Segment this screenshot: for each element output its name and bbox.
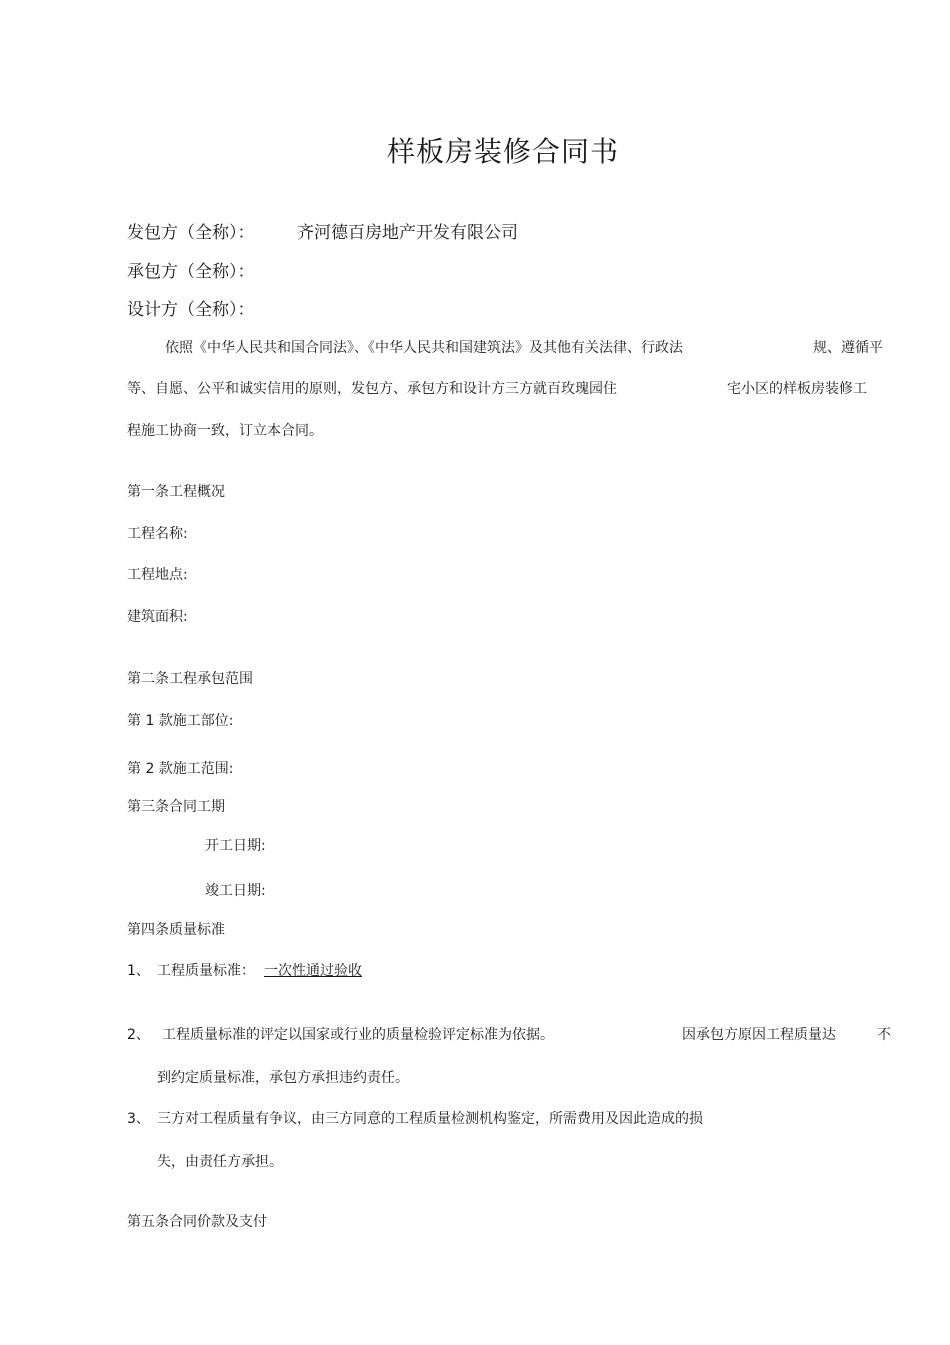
end-date-label: 竣工日期: bbox=[205, 883, 266, 899]
start-date-label: 开工日期: bbox=[205, 838, 266, 854]
contractor-label: 承包方（全称）： bbox=[127, 262, 255, 282]
project-name-label: 工程名称: bbox=[127, 526, 188, 542]
quality-item2-text-d: 到约定质量标准，承包方承担违约责任。 bbox=[157, 1070, 409, 1086]
article4-heading: 第四条质量标准 bbox=[127, 922, 225, 938]
intro-line2-a: 等、自愿、公平和诚实信用的原则，发包方、承包方和设计方三方就百玫瑰园住 bbox=[127, 381, 617, 397]
intro-line3: 程施工协商一致，订立本合同。 bbox=[127, 423, 323, 439]
quality-item2-text-c: 不 bbox=[877, 1027, 891, 1043]
construction-scope-label: 第 2 款施工范围: bbox=[127, 761, 234, 777]
quality-standard-value: 一次性通过验收 bbox=[264, 963, 362, 979]
quality-standard-label: 工程质量标准： bbox=[157, 963, 255, 979]
article1-heading: 第一条工程概况 bbox=[127, 484, 225, 500]
article3-heading: 第三条合同工期 bbox=[127, 799, 225, 815]
article5-heading: 第五条合同价款及支付 bbox=[127, 1214, 267, 1230]
employer-label: 发包方（全称）： bbox=[127, 223, 255, 243]
quality-item3-number: 3、 bbox=[127, 1111, 150, 1127]
quality-item1-number: 1、 bbox=[127, 963, 150, 979]
quality-item2-text-b: 因承包方原因工程质量达 bbox=[682, 1027, 836, 1043]
intro-line1-b: 规、遵循平 bbox=[813, 340, 883, 356]
building-area-label: 建筑面积: bbox=[127, 609, 188, 625]
quality-item3-text-b: 失，由责任方承担。 bbox=[157, 1154, 283, 1170]
construction-part-label: 第 1 款施工部位: bbox=[127, 713, 234, 729]
document-title: 样板房装修合同书 bbox=[386, 135, 619, 168]
intro-line2-b: 宅小区的样板房装修工 bbox=[727, 381, 867, 397]
article2-heading: 第二条工程承包范围 bbox=[127, 671, 253, 687]
quality-item2-text-a: 工程质量标准的评定以国家或行业的质量检验评定标准为依据。 bbox=[162, 1027, 554, 1043]
intro-line1-a: 依照《中华人民共和国合同法》、《中华人民共和国建筑法》及其他有关法律、行政法 bbox=[165, 340, 683, 356]
designer-label: 设计方（全称）： bbox=[127, 300, 255, 320]
employer-value: 齐河德百房地产开发有限公司 bbox=[297, 223, 518, 243]
quality-item2-number: 2、 bbox=[127, 1027, 150, 1043]
project-location-label: 工程地点: bbox=[127, 567, 188, 583]
quality-item3-text-a: 三方对工程质量有争议，由三方同意的工程质量检测机构鉴定，所需费用及因此造成的损 bbox=[157, 1111, 703, 1127]
